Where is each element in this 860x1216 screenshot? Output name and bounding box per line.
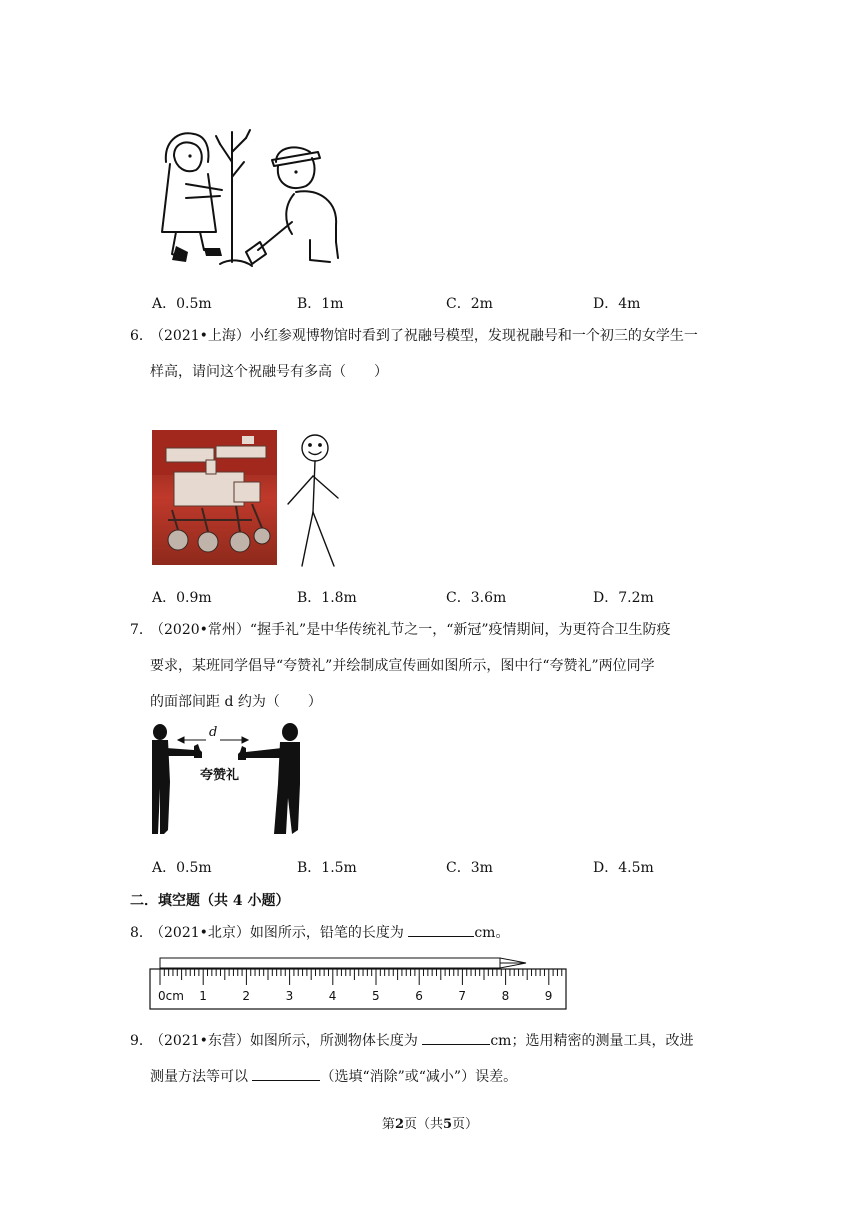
footer-page-number: 2 xyxy=(394,1117,404,1132)
q6-number: 6． xyxy=(130,328,153,344)
footer-prefix: 第 xyxy=(381,1117,395,1132)
q8-text-before: （2021•北京）如图所示，铅笔的长度为 xyxy=(150,925,409,941)
section-2-heading: 二．填空题（共 4 小题） xyxy=(130,893,290,909)
q5-option-c[interactable]: C．2m xyxy=(446,296,493,312)
q9-line2-after: （选填“消除”或“减小”）误差。 xyxy=(320,1069,518,1085)
q6-line-2: 样高，请问这个祝融号有多高（ ） xyxy=(150,364,388,380)
q9-line1-after: cm；选用精密的测量工具，改进 xyxy=(490,1033,694,1049)
ruler-tick-label: 6 xyxy=(415,989,423,1003)
q8-answer-blank[interactable] xyxy=(408,922,474,937)
q9-number: 9． xyxy=(130,1033,153,1049)
distance-d-label: d xyxy=(209,725,218,740)
q6-option-c[interactable]: C．3.6m xyxy=(446,590,507,606)
q5-option-d[interactable]: D．4m xyxy=(593,296,641,312)
q7-line-1: （2020•常州）“握手礼”是中华传统礼节之一，“新冠”疫情期间，为更符合卫生防疫 xyxy=(150,622,671,638)
ruler-tick-label: 9 xyxy=(544,989,553,1003)
ruler-labels xyxy=(150,989,570,1005)
q8-number: 8． xyxy=(130,925,153,941)
ruler-with-pencil xyxy=(150,955,570,1011)
planting-tree-figure xyxy=(160,122,345,270)
ruler-tick-label: 4 xyxy=(328,989,337,1003)
q6-option-a[interactable]: A．0.9m xyxy=(152,590,212,606)
q5-option-b[interactable]: B．1m xyxy=(297,296,344,312)
stick-figure xyxy=(284,432,344,567)
q6-option-b[interactable]: B．1.8m xyxy=(297,590,357,606)
q7-option-d[interactable]: D．4.5m xyxy=(593,860,654,876)
ruler-tick-label: 1 xyxy=(199,989,207,1003)
footer-middle: 页（共 xyxy=(403,1117,443,1132)
q8-text-after: cm。 xyxy=(474,925,510,941)
q7-number: 7． xyxy=(130,622,153,638)
q9-answer-blank-1[interactable] xyxy=(422,1030,490,1045)
q7-option-b[interactable]: B．1.5m xyxy=(297,860,357,876)
q5-option-a[interactable]: A．0.5m xyxy=(152,296,212,312)
ruler-tick-label: 5 xyxy=(372,989,380,1003)
page-footer xyxy=(0,1113,860,1132)
q7-line-3: 的面部间距 d 约为（ ） xyxy=(150,694,322,710)
ruler-unit-label: 0cm xyxy=(158,989,184,1003)
q7-line-2: 要求，某班同学倡导“夸赞礼”并绘制成宣传画如图所示，图中行“夸赞礼”两位同学 xyxy=(150,658,655,674)
ruler-tick-label: 8 xyxy=(501,989,510,1003)
thumbs-up-greeting-figure xyxy=(148,718,308,838)
q7-option-a[interactable]: A．0.5m xyxy=(152,860,212,876)
q6-line-1: （2021•上海）小红参观博物馆时看到了祝融号模型，发现祝融号和一个初三的女学生一 xyxy=(150,328,698,344)
footer-suffix: 页） xyxy=(452,1117,479,1132)
figure-caption: 夸赞礼 xyxy=(200,768,240,783)
ruler-tick-label: 3 xyxy=(285,989,294,1003)
q9-line1-before: （2021•东营）如图所示，所测物体长度为 xyxy=(150,1033,423,1049)
ruler-tick-label: 2 xyxy=(242,989,251,1003)
q9-answer-blank-2[interactable] xyxy=(252,1066,320,1081)
rover-model-photo xyxy=(152,430,277,565)
q7-option-c[interactable]: C．3m xyxy=(446,860,493,876)
ruler-tick-label: 7 xyxy=(458,989,467,1003)
footer-total-pages: 5 xyxy=(443,1117,453,1132)
q9-line2-before: 测量方法等可以 xyxy=(150,1069,253,1085)
q6-option-d[interactable]: D．7.2m xyxy=(593,590,654,606)
